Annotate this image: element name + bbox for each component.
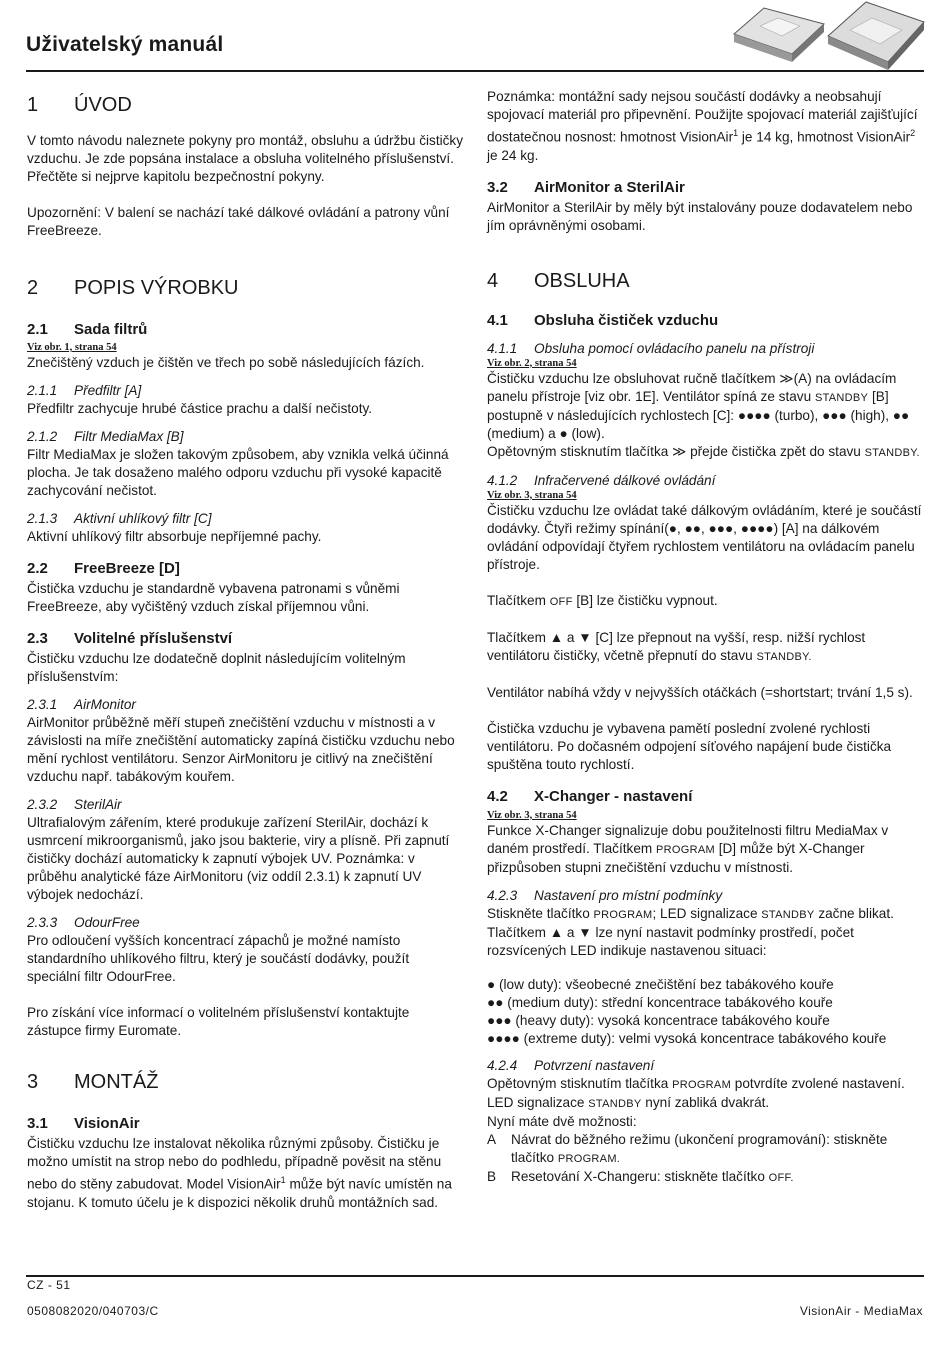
air-purifier-illustration bbox=[726, 0, 926, 70]
s411-paragraph-2: Opětovným stisknutím tlačítka ≫ přejde čistička zpět do stavu STANDBY. bbox=[487, 443, 920, 459]
right-column bbox=[487, 88, 923, 1187]
section-2-3-2-heading: 2.3.2 SterilAir bbox=[27, 797, 122, 812]
s1-warning: Upozornění: V balení se nachází také dálkové ovládání a patrony vůní FreeBreeze. bbox=[27, 205, 450, 238]
footer-rule bbox=[26, 1275, 924, 1277]
off-paragraph: Tlačítkem OFF [B] lze čističku vypnout. bbox=[487, 592, 718, 608]
figure-reference[interactable]: Viz obr. 3, strana 54 bbox=[487, 809, 577, 821]
s213-paragraph: Aktivní uhlíkový filtr absorbuje nepříjemné pachy. bbox=[27, 529, 322, 544]
page-header bbox=[26, 0, 926, 72]
section-4-heading: 4 OBSLUHA bbox=[487, 269, 630, 292]
s22-paragraph: Čistička vzduchu je standardně vybavena patronami s vůněmi FreeBreeze, aby vyčištěný vzduch získal příjemnou vůni. bbox=[27, 581, 400, 614]
s31-paragraph: Čističku vzduchu lze instalovat několika různými způsoby. Čističku je možno umístit na strop nebo do podhledu, případně pověsit na stěnu nebo do stěny zabudovat. Model VisionAir$^1$ může být navíc umístěn na stojanu. K tomuto účelu je k dispozici několik druhů montážních sad. bbox=[27, 1136, 452, 1210]
shortstart-paragraph: Ventilátor nabíhá vždy v nejvyšších otáčkách (=shortstart; trvání 1,5 s). bbox=[487, 684, 913, 700]
section-2-3-1-heading: 2.3.1 AirMonitor bbox=[27, 697, 136, 712]
s423-paragraph: Stiskněte tlačítko PROGRAM; LED signalizace STANDBY začne blikat. Tlačítkem ▲ a ▼ lze nyní nastavit podmínky prostředí, počet rozsvícených LED indikuje nastavenou situaci: bbox=[487, 905, 894, 958]
section-2-3-3-heading: 2.3.3 OdourFree bbox=[27, 915, 140, 930]
s212-paragraph: Filtr MediaMax je složen takovým způsobem, aby vznikla velká účinná plocha. Je tak dosaženo malého odporu vzduchu při vysoké kapacitě zachycování nečistot. bbox=[27, 447, 449, 498]
figure-reference[interactable]: Viz obr. 3, strana 54 bbox=[487, 489, 577, 501]
figure-reference[interactable]: Viz obr. 2, strana 54 bbox=[487, 357, 577, 369]
s412-paragraph: Čističku vzduchu lze ovládat také dálkovým ovládáním, které je součástí dodávky. Čtyři režimy spínání(●, ●●, ●●●, ●●●●) [A] na dálkovém ovládání odpovídají čtyřem rychlostem ventilátoru na ovládacím panelu přístroje. bbox=[487, 502, 922, 572]
s411-paragraph: Čističku vzduchu lze obsluhovat ručně tlačítkem ≫(A) na ovládacím panelu přístroje [viz obr. 1E]. Ventilátor spíná ze stavu STANDBY [B] postupně v následujících rychlostech [C]: ●●●● (turbo), ●●● (high), ●● (medium) a ● (low). bbox=[487, 370, 910, 441]
section-4-1-heading: 4.1 Obsluha čističek vzduchu bbox=[487, 311, 719, 329]
memory-paragraph: Čistička vzduchu je vybavena pamětí poslední zvolené rychlosti ventilátoru. Po dočasném odpojení síťového napájení bude čistička spuštěna touto rychlostí. bbox=[487, 720, 892, 772]
section-2-1-3-heading: 2.1.3 Aktivní uhlíkový filtr [C] bbox=[27, 511, 212, 526]
section-2-2-heading: 2.2 FreeBreeze [D] bbox=[27, 560, 180, 577]
section-4-1-1-heading: 4.1.1 Obsluha pomocí ovládacího panelu na přístroji bbox=[487, 340, 815, 356]
option-b: B Resetování X-Changeru: stiskněte tlačítko OFF. bbox=[487, 1168, 794, 1184]
option-a: A Návrat do běžného režimu (ukončení programování): stiskněte tlačítko PROGRAM. bbox=[487, 1131, 888, 1165]
list-item: ●●● (heavy duty): vysoká koncentrace tabákového kouře bbox=[487, 1012, 830, 1028]
section-2-heading: 2 POPIS VÝROBKU bbox=[27, 277, 239, 299]
s32-paragraph: AirMonitor a SterilAir by měly být instalovány pouze dodavatelem nebo jím oprávněnými osobami. bbox=[487, 199, 913, 233]
s42-paragraph: Funkce X-Changer signalizuje dobu použitelnosti filtru MediaMax v daném prostředí. Tlačítkem PROGRAM [D] může být X-Changer přizpůsoben stupni znečištění vzduchu v místnosti. bbox=[487, 822, 889, 875]
s233-paragraph: Pro odloučení vyšších koncentrací zápachů je možné namísto standardního uhlíkového filtru, který je součástí dodávky, použít speciální filtr OdourFree. bbox=[27, 933, 410, 984]
page-number: CZ - 51 bbox=[27, 1278, 71, 1292]
section-4-2-heading: 4.2 X-Changer - nastavení bbox=[487, 787, 693, 805]
s424-paragraph-2: Nyní máte dvě možnosti: bbox=[487, 1113, 637, 1129]
mounting-note: Poznámka: montážní sady nejsou součástí dodávky a neobsahují spojovací materiál pro připevnění. Použijte spojovací materiál zajišťující dostatečnou nosnost: hmotnost VisionAir$^1$ je 14 kg, hmotnost VisionAir$^2$ je 24 kg. bbox=[487, 89, 918, 163]
accessories-contact: Pro získání více informací o volitelném příslušenství kontaktujte zástupce firmy Euromate. bbox=[27, 1005, 410, 1038]
s1-paragraph: V tomto návodu naleznete pokyny pro montáž, obsluhu a údržbu čističky vzduchu. Je zde popsána instalace a obsluha volitelného příslušenství. Přečtěte si nejprve kapitolu bezpečnostní pokyny. bbox=[27, 133, 464, 184]
section-3-2-heading: 3.2 AirMonitor a SterilAir bbox=[487, 178, 685, 196]
s232-paragraph: Ultrafialovým zářením, které produkuje zařízení SterilAir, dochází k usmrcení mikroorganismů, jako jsou bakterie, viry a plísně. Při zapnutí čističky dochází automaticky k zapnutí výbojek UV. Poznámka: v průběhu analytické fáze AirMonitoru (viz oddíl 2.3.1) k zapnutí UV výbojek nedochází. bbox=[27, 815, 450, 902]
left-column bbox=[27, 88, 463, 1212]
model-name: VisionAir - MediaMax bbox=[799, 1304, 923, 1318]
list-item: ●● (medium duty): střední koncentrace tabákového kouře bbox=[487, 994, 833, 1010]
s211-paragraph: Předfiltr zachycuje hrubé částice prachu a další nečistoty. bbox=[27, 401, 373, 416]
figure-reference[interactable]: Viz obr. 1, strana 54 bbox=[27, 342, 117, 353]
duty-list bbox=[487, 976, 923, 1048]
section-4-1-2-heading: 4.1.2 Infračervené dálkové ovládání bbox=[487, 472, 716, 488]
section-2-3-heading: 2.3 Volitelné příslušenství bbox=[27, 630, 233, 647]
section-1-heading: 1 ÚVOD bbox=[27, 94, 132, 116]
s23-paragraph: Čističku vzduchu lze dodatečně doplnit následujícím volitelným příslušenstvím: bbox=[27, 651, 406, 684]
section-2-1-heading: 2.1 Sada filtrů bbox=[27, 321, 148, 338]
section-3-1-heading: 3.1 VisionAir bbox=[27, 1115, 140, 1132]
section-2-1-1-heading: 2.1.1 Předfiltr [A] bbox=[27, 383, 142, 398]
section-4-2-3-heading: 4.2.3 Nastavení pro místní podmínky bbox=[487, 887, 723, 903]
section-3-heading: 3 MONTÁŽ bbox=[27, 1071, 159, 1093]
document-title: Uživatelský manuál bbox=[26, 33, 224, 56]
list-item: ● (low duty): všeobecné znečištění bez tabákového kouře bbox=[487, 976, 834, 992]
document-code: 0508082020/040703/C bbox=[27, 1304, 159, 1318]
section-4-2-4-heading: 4.2.4 Potvrzení nastavení bbox=[487, 1057, 655, 1073]
s231-paragraph: AirMonitor průběžně měří stupeň znečištění vzduchu v místnosti a v závislosti na míře znečištění automaticky zapíná čističku vzduchu nebo mění rychlost ventilátoru. Senzor AirMonitoru je citlivý na znečištění vzduchu např. tabákovým kouřem. bbox=[27, 715, 455, 784]
section-2-1-2-heading: 2.1.2 Filtr MediaMax [B] bbox=[27, 429, 184, 444]
s21-paragraph: Znečištěný vzduch je čištěn ve třech po sobě následujících fázích. bbox=[27, 355, 425, 370]
s424-paragraph: Opětovným stisknutím tlačítka PROGRAM potvrdíte zvolené nastavení. LED signalizace STANDBY nyní zabliká dvakrát. bbox=[487, 1075, 905, 1110]
header-rule bbox=[26, 70, 924, 72]
up-down-paragraph: Tlačítkem ▲ a ▼ [C] lze přepnout na vyšší, resp. nižší rychlost ventilátoru čističky, včetně přepnutí do stavu STANDBY. bbox=[487, 629, 866, 663]
list-item: ●●●● (extreme duty): velmi vysoká koncentrace tabákového kouře bbox=[487, 1030, 887, 1046]
